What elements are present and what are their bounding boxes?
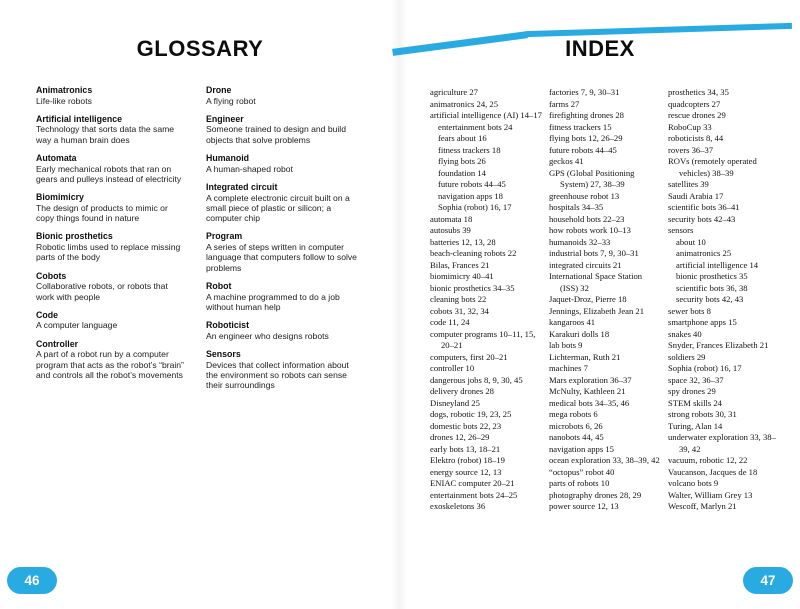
index-entry: cleaning bots 22 xyxy=(430,294,487,304)
index-entry: farms 27 xyxy=(549,98,580,109)
index-entry: firefighting drones 28 xyxy=(549,110,624,120)
glossary-definition: A complete electronic circuit built on a small piece of plastic or silicon; a computer chip xyxy=(206,192,350,224)
glossary-entry xyxy=(36,153,188,184)
index-subentry: bionic prosthetics 35 xyxy=(676,271,748,281)
index-entry: strong robots 30, 31 xyxy=(668,409,737,419)
index-entry: exoskeletons 36 xyxy=(430,501,486,511)
index-entry: Wescoff, Marlyn 21 xyxy=(668,501,737,511)
glossary-entry xyxy=(206,349,358,390)
glossary-entry xyxy=(36,85,188,106)
index-entry: Turing, Alan 14 xyxy=(668,420,723,431)
glossary-definition: Early mechanical robots that ran on gears and pulleys instead of electricity xyxy=(36,163,182,184)
glossary-definition: A computer language xyxy=(36,320,118,331)
index-subentry: Sophia (robot) 16, 17 xyxy=(438,202,512,212)
index-entry: delivery drones 28 xyxy=(430,386,494,396)
glossary-columns xyxy=(36,85,358,399)
index-entry: dangerous jobs 8, 9, 30, 45 xyxy=(430,374,523,385)
index-entry: flying bots 12, 26–29 xyxy=(549,133,623,143)
index-entry: greenhouse robot 13 xyxy=(549,190,620,201)
glossary-term: Code xyxy=(36,309,58,320)
index-entry: entertainment bots 24–25 xyxy=(430,489,518,500)
index-subentry: navigation apps 18 xyxy=(438,190,503,201)
index-entry: International Space Station (ISS) 32 xyxy=(549,271,643,293)
index-entry: agriculture 27 xyxy=(430,87,478,97)
index-subentry: future robots 44–45 xyxy=(438,179,506,189)
index-entry: beach-cleaning robots 22 xyxy=(430,248,517,258)
index-entry: humanoids 32–33 xyxy=(549,236,611,247)
glossary-entry xyxy=(36,339,188,380)
glossary-term: Controller xyxy=(36,338,79,349)
index-subentry: scientific bots 36, 38 xyxy=(676,282,748,293)
index-entry: computer programs 10–11, 15, 20–21 xyxy=(430,328,536,350)
glossary-term: Animatronics xyxy=(36,85,93,95)
index-entry: snakes 40 xyxy=(668,328,702,339)
glossary-definition: Life-like robots xyxy=(36,95,92,106)
index-column-3 xyxy=(668,87,780,513)
index-entry: ocean exploration 33, 38–39, 42 xyxy=(549,455,660,465)
glossary-term: Drone xyxy=(206,85,232,95)
glossary-term: Robot xyxy=(206,280,232,291)
index-entry: batteries 12, 13, 28 xyxy=(430,236,496,247)
index-entry: sensors xyxy=(668,225,694,235)
glossary-definition: A flying robot xyxy=(206,95,256,106)
index-entry: mega robots 6 xyxy=(549,409,598,419)
index-entry: Mars exploration 36–37 xyxy=(549,374,632,385)
index-entry: quadcopters 27 xyxy=(668,98,721,109)
glossary-entry xyxy=(206,281,358,312)
index-entry: GPS (Global Positioning System) 27, 38–39 xyxy=(549,167,635,189)
glossary-term: Engineer xyxy=(206,113,244,124)
index-entry: prosthetics 34, 35 xyxy=(668,87,729,97)
index-entry: code 11, 24 xyxy=(430,317,470,327)
index-subentry: entertainment bots 24 xyxy=(438,121,513,132)
index-entry: photography drones 28, 29 xyxy=(549,489,642,500)
index-entry: how robots work 10–13 xyxy=(549,225,631,235)
glossary-term: Automata xyxy=(36,153,77,164)
index-entry: spy drones 29 xyxy=(668,386,716,396)
index-entry: volcano bots 9 xyxy=(668,478,719,488)
index-entry: Karakuri dolls 18 xyxy=(549,328,610,339)
glossary-entry xyxy=(36,310,188,331)
glossary-entry xyxy=(36,192,188,223)
index-entry: smartphone apps 15 xyxy=(668,317,737,327)
glossary-definition: Devices that collect information about the environment so robots can sense their surroundings xyxy=(206,359,349,391)
index-entry: soldiers 29 xyxy=(668,351,706,362)
index-subentry: fitness trackers 18 xyxy=(438,144,501,155)
glossary-entry xyxy=(36,114,188,145)
glossary-column-2 xyxy=(206,85,358,399)
index-entry: animatronics 24, 25 xyxy=(430,98,499,109)
index-entry: navigation apps 15 xyxy=(549,443,614,454)
index-entry: Jennings, Elizabeth Jean 21 xyxy=(549,305,644,316)
index-entry: Bilas, Frances 21 xyxy=(430,259,490,270)
index-entry: hospitals 34–35 xyxy=(549,202,604,212)
glossary-term: Cobots xyxy=(36,270,67,281)
index-entry: rescue drones 29 xyxy=(668,110,726,120)
index-entry: household bots 22–23 xyxy=(549,213,625,224)
index-entry: kangaroos 41 xyxy=(549,317,596,327)
glossary-definition: An engineer who designs robots xyxy=(206,330,329,341)
glossary-definition: The design of products to mimic or copy things found in nature xyxy=(36,202,168,224)
index-entry: roboticists 8, 44 xyxy=(668,133,724,143)
index-entry: Disneyland 25 xyxy=(430,397,480,408)
glossary-entry xyxy=(36,271,188,302)
page-number-left: 46 xyxy=(7,567,57,594)
index-entry: ENIAC computer 20–21 xyxy=(430,478,515,488)
index-column-1 xyxy=(430,87,542,513)
index-entry: Jaquet-Droz, Pierre 18 xyxy=(549,294,627,304)
index-entry: Vaucanson, Jacques de 18 xyxy=(668,466,758,477)
glossary-entry xyxy=(206,182,358,223)
glossary-term: Program xyxy=(206,231,243,242)
glossary-definition: A human-shaped robot xyxy=(206,163,293,174)
index-entry: Snyder, Frances Elizabeth 21 xyxy=(668,340,769,350)
index-entry: machines 7 xyxy=(549,363,588,373)
index-entry: Lichterman, Ruth 21 xyxy=(549,351,621,362)
glossary-definition: Collaborative robots, or robots that work with people xyxy=(36,281,168,302)
index-entry: cobots 31, 32, 34 xyxy=(430,305,489,316)
glossary-term: Artificial intelligence xyxy=(36,113,123,124)
index-entry: sewer bots 8 xyxy=(668,305,711,316)
glossary-term: Bionic prosthetics xyxy=(36,231,113,242)
index-entry: fitness trackers 15 xyxy=(549,121,612,132)
index-entry: bionic prosthetics 34–35 xyxy=(430,282,515,293)
glossary-term: Humanoid xyxy=(206,153,250,164)
index-entry: satellites 39 xyxy=(668,179,709,189)
index-subentry: animatronics 25 xyxy=(676,248,732,258)
glossary-term: Biomimicry xyxy=(36,192,84,203)
index-entry: geckos 41 xyxy=(549,156,584,166)
glossary-title: GLOSSARY xyxy=(136,36,264,61)
index-entry: automata 18 xyxy=(430,213,473,224)
index-columns xyxy=(430,87,780,513)
glossary-definition: Someone trained to design and build objects that solve problems xyxy=(206,124,346,145)
index-entry: dogs, robotic 19, 23, 25 xyxy=(430,409,512,419)
index-entry: underwater exploration 33, 38–39, 42 xyxy=(668,432,776,454)
index-entry: controller 10 xyxy=(430,363,475,373)
glossary-definition: A machine programmed to do a job without human help xyxy=(206,291,340,312)
index-entry: RoboCup 33 xyxy=(668,121,712,132)
index-subentry: about 10 xyxy=(676,236,706,247)
glossary-entry xyxy=(206,114,358,145)
index-subentry: flying bots 26 xyxy=(438,156,486,166)
glossary-column-1 xyxy=(36,85,188,399)
index-entry: artificial intelligence (AI) 14–17 xyxy=(430,110,542,120)
index-entry: early bots 13, 18–21 xyxy=(430,443,501,454)
glossary-term: Roboticist xyxy=(206,320,250,331)
index-entry: McNulty, Kathleen 21 xyxy=(549,386,626,396)
index-entry: computers, first 20–21 xyxy=(430,351,508,362)
page-gutter xyxy=(391,0,407,609)
glossary-definition: Robotic limbs used to replace missing parts of the body xyxy=(36,242,181,263)
glossary-entry xyxy=(206,85,358,106)
page-number-right: 47 xyxy=(743,567,793,594)
glossary-entry xyxy=(206,320,358,341)
index-entry: microbots 6, 26 xyxy=(549,420,603,431)
index-entry: security bots 42–43 xyxy=(668,213,736,224)
index-entry: energy source 12, 13 xyxy=(430,466,502,477)
glossary-definition: A series of steps written in computer language that computers follow to solve problems xyxy=(206,242,357,273)
index-subentry: foundation 14 xyxy=(438,167,486,178)
index-entry: scientific bots 36–41 xyxy=(668,202,740,212)
glossary-entry xyxy=(206,153,358,174)
index-entry: “octopus” robot 40 xyxy=(549,466,615,477)
index-entry: Walter, William Grey 13 xyxy=(668,489,753,500)
index-entry: STEM skills 24 xyxy=(668,397,722,408)
glossary-term: Sensors xyxy=(206,349,241,360)
glossary-definition: A part of a robot run by a computer program that acts as the robot’s “brain” and controls all the robot’s movements xyxy=(36,349,184,380)
index-entry: vacuum, robotic 12, 22 xyxy=(668,455,748,465)
index-entry: domestic bots 22, 23 xyxy=(430,420,502,431)
index-column-2 xyxy=(549,87,661,513)
glossary-entry xyxy=(36,231,188,262)
index-entry: autosubs 39 xyxy=(430,225,471,235)
index-entry: nanobots 44, 45 xyxy=(549,432,604,442)
index-entry: lab bots 9 xyxy=(549,340,583,350)
index-entry: rovers 36–37 xyxy=(668,144,714,155)
index-entry: biomimicry 40–41 xyxy=(430,271,494,281)
index-entry: factories 7, 9, 30–31 xyxy=(549,87,620,97)
index-entry: Sophia (robot) 16, 17 xyxy=(668,363,742,373)
glossary-entry xyxy=(206,231,358,272)
index-entry: future robots 44–45 xyxy=(549,144,617,155)
glossary-definition: Technology that sorts data the same way a human brain does xyxy=(36,124,175,145)
index-entry: ROVs (remotely operated vehicles) 38–39 xyxy=(668,156,757,178)
index-subentry: artificial intelligence 14 xyxy=(676,259,759,270)
index-entry: industrial bots 7, 9, 30–31 xyxy=(549,248,639,258)
index-subentry: security bots 42, 43 xyxy=(676,294,744,304)
index-entry: drones 12, 26–29 xyxy=(430,432,490,442)
index-entry: medical bots 34–35, 46 xyxy=(549,397,630,408)
index-title: INDEX xyxy=(565,36,635,61)
index-entry: integrated circuits 21 xyxy=(549,259,622,270)
index-entry: power source 12, 13 xyxy=(549,501,619,511)
index-entry: parts of robots 10 xyxy=(549,478,610,488)
index-entry: Saudi Arabia 17 xyxy=(668,190,724,201)
index-entry: space 32, 36–37 xyxy=(668,374,724,385)
index-page xyxy=(400,0,800,609)
index-subentry: fears about 16 xyxy=(438,133,487,143)
glossary-term: Integrated circuit xyxy=(206,181,278,192)
index-entry: Elektro (robot) 18–19 xyxy=(430,455,505,465)
